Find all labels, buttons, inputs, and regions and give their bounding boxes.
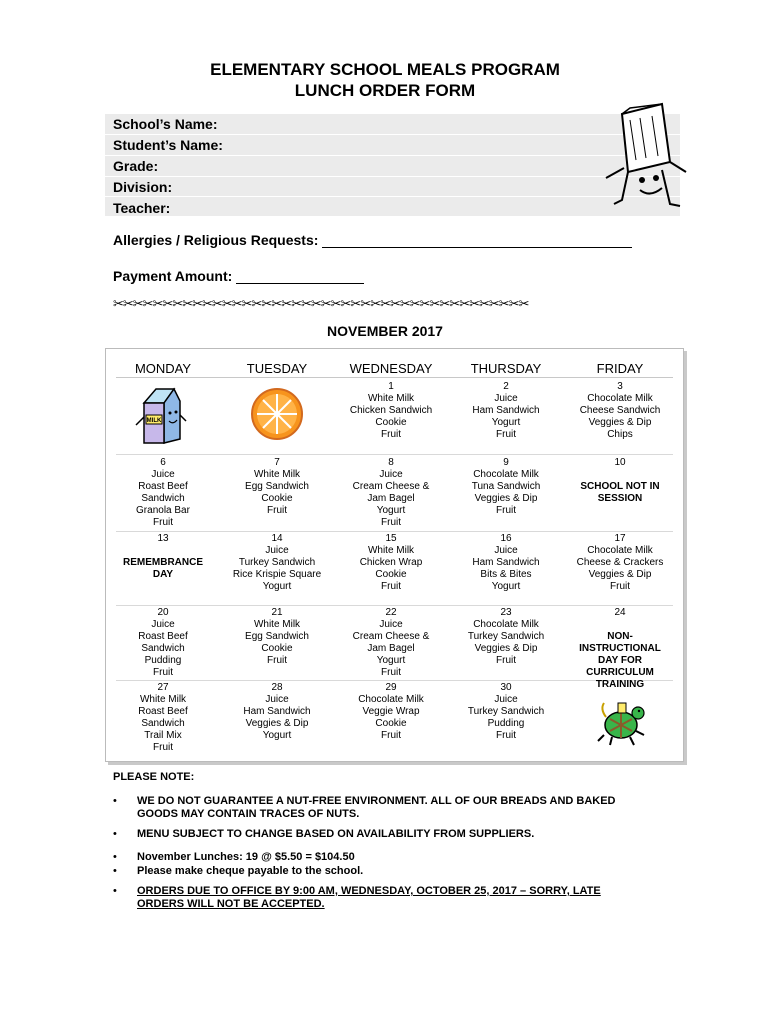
bullet-icon: • bbox=[113, 851, 117, 863]
menu-item: Yogurt bbox=[262, 581, 292, 592]
menu-item: Juice bbox=[379, 619, 403, 630]
menu-item: Ham Sandwich bbox=[472, 405, 540, 416]
spacer bbox=[106, 545, 220, 557]
menu-item: Egg Sandwich bbox=[245, 481, 309, 492]
note-menu-change: MENU SUBJECT TO CHANGE BASED ON AVAILABILITY FROM SUPPLIERS. bbox=[137, 828, 535, 840]
menu-item: Yogurt bbox=[491, 417, 521, 428]
divider bbox=[105, 155, 680, 156]
menu-item: Cookie bbox=[261, 643, 293, 654]
menu-item: Juice bbox=[494, 545, 518, 556]
day-number: 28 bbox=[271, 682, 283, 693]
note-nut-free: WE DO NOT GUARANTEE A NUT-FREE ENVIRONMENT. ALL OF OUR BREADS AND BAKED GOODS MAY CONTAIN TRACES OF NUTS. bbox=[137, 795, 616, 820]
day-number: 13 bbox=[157, 533, 169, 544]
menu-item: Fruit bbox=[381, 581, 401, 592]
day-notice: TRAINING bbox=[595, 679, 645, 690]
menu-item: Pudding bbox=[487, 718, 525, 729]
note-deadline: ORDERS DUE TO OFFICE BY 9:00 AM, WEDNESDAY, OCTOBER 25, 2017 – SORRY, LATE ORDERS WILL NOT BE ACCEPTED. bbox=[137, 885, 601, 910]
grade-field[interactable]: Grade: bbox=[113, 158, 159, 174]
cut-line: ✂✂✂✂✂✂✂✂✂✂✂✂✂✂✂✂✂✂✂✂✂✂✂✂✂✂✂✂✂✂✂✂✂✂✂✂✂✂✂✂✂✂ bbox=[113, 296, 529, 311]
calendar-day-cell bbox=[449, 682, 563, 742]
day-number: 2 bbox=[503, 381, 509, 392]
day-number: 20 bbox=[157, 607, 169, 618]
calendar-day-cell bbox=[563, 457, 677, 505]
week-divider bbox=[116, 605, 673, 606]
day-notice: DAY FOR bbox=[598, 655, 642, 666]
bullet-icon: • bbox=[113, 795, 117, 807]
menu-item: Fruit bbox=[610, 581, 630, 592]
day-number: 1 bbox=[388, 381, 394, 392]
page-subtitle: LUNCH ORDER FORM bbox=[294, 81, 476, 100]
payment-input-line[interactable] bbox=[236, 269, 364, 284]
menu-item: Cookie bbox=[375, 569, 407, 580]
menu-item: Bits & Bites bbox=[480, 569, 532, 580]
allergies-input-line[interactable] bbox=[322, 233, 632, 248]
menu-item: Turkey Sandwich bbox=[467, 706, 545, 717]
menu-item: Roast Beef bbox=[138, 481, 188, 492]
menu-item: Yogurt bbox=[491, 581, 521, 592]
menu-item: Fruit bbox=[153, 667, 173, 678]
menu-item: Juice bbox=[265, 694, 289, 705]
menu-item: Jam Bagel bbox=[367, 643, 415, 654]
menu-item: Fruit bbox=[381, 517, 401, 528]
menu-item: Veggies & Dip bbox=[588, 417, 652, 428]
menu-item: Ham Sandwich bbox=[243, 706, 311, 717]
menu-item: Granola Bar bbox=[136, 505, 190, 516]
divider bbox=[105, 134, 680, 135]
menu-item: Fruit bbox=[381, 429, 401, 440]
calendar-day-cell bbox=[449, 457, 563, 517]
menu-item: Tuna Sandwich bbox=[471, 481, 541, 492]
menu-item: Yogurt bbox=[376, 655, 406, 666]
week-divider bbox=[116, 454, 673, 455]
allergies-label: Allergies / Religious Requests: bbox=[113, 232, 319, 248]
bullet-icon: • bbox=[113, 885, 117, 897]
menu-item: White Milk bbox=[139, 694, 187, 705]
orange-slice-icon bbox=[249, 386, 305, 442]
menu-item: Veggies & Dip bbox=[245, 718, 309, 729]
month-title: NOVEMBER 2017 bbox=[327, 323, 443, 339]
menu-item: Veggies & Dip bbox=[474, 493, 538, 504]
page-title: ELEMENTARY SCHOOL MEALS PROGRAM bbox=[210, 60, 560, 79]
day-header-tuesday: TUESDAY bbox=[246, 361, 308, 376]
day-number: 9 bbox=[503, 457, 509, 468]
menu-item: Fruit bbox=[153, 742, 173, 753]
day-number: 22 bbox=[385, 607, 397, 618]
menu-item: Cream Cheese & bbox=[352, 481, 430, 492]
spacer bbox=[563, 619, 677, 631]
day-header-wednesday: WEDNESDAY bbox=[349, 361, 433, 376]
menu-item: Fruit bbox=[381, 730, 401, 741]
school-name-field[interactable]: School’s Name: bbox=[113, 116, 218, 132]
payment-field[interactable] bbox=[113, 268, 364, 284]
calendar-day-cell bbox=[334, 607, 448, 679]
menu-item: White Milk bbox=[367, 545, 415, 556]
calendar-day-cell bbox=[334, 457, 448, 529]
calendar-day-cell bbox=[106, 607, 220, 679]
day-number: 10 bbox=[614, 457, 626, 468]
day-notice: CURRICULUM bbox=[586, 667, 654, 678]
menu-item: Veggie Wrap bbox=[362, 706, 420, 717]
calendar-day-cell bbox=[106, 682, 220, 754]
day-header-monday: MONDAY bbox=[134, 361, 192, 376]
menu-item: Juice bbox=[151, 619, 175, 630]
menu-item: Juice bbox=[265, 545, 289, 556]
menu-item: Fruit bbox=[496, 655, 516, 666]
menu-item: Fruit bbox=[381, 667, 401, 678]
menu-item: Juice bbox=[379, 469, 403, 480]
calendar-day-cell bbox=[106, 457, 220, 529]
menu-item: Juice bbox=[151, 469, 175, 480]
allergies-field[interactable] bbox=[113, 232, 632, 248]
menu-item: Chocolate Milk bbox=[358, 694, 424, 705]
menu-item: Chocolate Milk bbox=[587, 393, 653, 404]
menu-item: Rice Krispie Square bbox=[232, 569, 322, 580]
calendar-day-cell bbox=[563, 381, 677, 441]
day-number: 17 bbox=[614, 533, 626, 544]
menu-item: Cookie bbox=[261, 493, 293, 504]
day-number: 30 bbox=[500, 682, 512, 693]
menu-item: Chicken Wrap bbox=[359, 557, 423, 568]
menu-item: Chicken Sandwich bbox=[349, 405, 433, 416]
menu-item: Sandwich bbox=[141, 718, 185, 729]
day-notice: INSTRUCTIONAL bbox=[579, 643, 661, 654]
note-cheque: Please make cheque payable to the school. bbox=[137, 865, 364, 877]
menu-item: White Milk bbox=[253, 619, 301, 630]
menu-item: Chocolate Milk bbox=[473, 619, 539, 630]
day-number: 3 bbox=[617, 381, 623, 392]
calendar-day-cell bbox=[220, 457, 334, 517]
menu-item: Chips bbox=[607, 429, 633, 440]
menu-item: Ham Sandwich bbox=[472, 557, 540, 568]
divider bbox=[105, 196, 680, 197]
menu-item: Fruit bbox=[267, 505, 287, 516]
menu-item: Fruit bbox=[267, 655, 287, 666]
payment-label: Payment Amount: bbox=[113, 268, 233, 284]
day-notice: REMEMBRANCE bbox=[123, 557, 203, 568]
day-number: 8 bbox=[388, 457, 394, 468]
calendar-day-cell bbox=[220, 607, 334, 667]
day-notice: SESSION bbox=[597, 493, 643, 504]
day-number: 27 bbox=[157, 682, 169, 693]
menu-item: Cheese & Crackers bbox=[576, 557, 664, 568]
menu-item: White Milk bbox=[367, 393, 415, 404]
student-name-field[interactable]: Student’s Name: bbox=[113, 137, 223, 153]
menu-item: Yogurt bbox=[376, 505, 406, 516]
day-number: 7 bbox=[274, 457, 280, 468]
day-number: 29 bbox=[385, 682, 397, 693]
calendar-day-cell bbox=[334, 682, 448, 742]
calendar-day-cell bbox=[563, 533, 677, 593]
day-header-friday: FRIDAY bbox=[596, 361, 644, 376]
turtle-icon bbox=[594, 695, 648, 749]
calendar-day-cell bbox=[220, 533, 334, 593]
day-number: 16 bbox=[500, 533, 512, 544]
calendar-day-cell bbox=[449, 381, 563, 441]
menu-item: White Milk bbox=[253, 469, 301, 480]
menu-item: Roast Beef bbox=[138, 706, 188, 717]
day-number: 15 bbox=[385, 533, 397, 544]
menu-item: Yogurt bbox=[262, 730, 292, 741]
calendar-day-cell bbox=[334, 381, 448, 441]
note-lunch-cost: November Lunches: 19 @ $5.50 = $104.50 bbox=[137, 851, 355, 863]
menu-item: Chocolate Milk bbox=[587, 545, 653, 556]
lunch-bag-icon bbox=[600, 100, 695, 220]
menu-item: Cheese Sandwich bbox=[579, 405, 661, 416]
bullet-icon: • bbox=[113, 828, 117, 840]
menu-item: Egg Sandwich bbox=[245, 631, 309, 642]
menu-item: Chocolate Milk bbox=[473, 469, 539, 480]
calendar-day-cell bbox=[220, 682, 334, 742]
menu-item: Pudding bbox=[144, 655, 182, 666]
menu-item: Veggies & Dip bbox=[474, 643, 538, 654]
menu-item: Cookie bbox=[375, 718, 407, 729]
division-field[interactable]: Division: bbox=[113, 179, 173, 195]
menu-item: Turkey Sandwich bbox=[467, 631, 545, 642]
menu-item: Cream Cheese & bbox=[352, 631, 430, 642]
menu-item: Sandwich bbox=[141, 493, 185, 504]
notes-heading: PLEASE NOTE: bbox=[113, 771, 195, 783]
menu-item: Juice bbox=[494, 694, 518, 705]
day-number: 14 bbox=[271, 533, 283, 544]
menu-item: Veggies & Dip bbox=[588, 569, 652, 580]
menu-item: Fruit bbox=[496, 429, 516, 440]
calendar-day-cell bbox=[334, 533, 448, 593]
teacher-field[interactable]: Teacher: bbox=[113, 200, 171, 216]
bullet-icon: • bbox=[113, 865, 117, 877]
milk-label: MILK bbox=[146, 418, 162, 424]
lunch-calendar bbox=[105, 348, 684, 762]
calendar-day-cell bbox=[563, 607, 677, 691]
milk-carton-icon bbox=[134, 385, 190, 447]
day-header-thursday: THURSDAY bbox=[470, 361, 542, 376]
divider bbox=[105, 176, 680, 177]
day-notice: DAY bbox=[152, 569, 174, 580]
day-number: 6 bbox=[160, 457, 166, 468]
menu-item: Turkey Sandwich bbox=[238, 557, 316, 568]
header-divider bbox=[116, 377, 673, 378]
menu-item: Fruit bbox=[153, 517, 173, 528]
spacer bbox=[563, 469, 677, 481]
menu-item: Roast Beef bbox=[138, 631, 188, 642]
menu-item: Juice bbox=[494, 393, 518, 404]
day-number: 24 bbox=[614, 607, 626, 618]
calendar-day-cell bbox=[449, 533, 563, 593]
menu-item: Jam Bagel bbox=[367, 493, 415, 504]
day-number: 23 bbox=[500, 607, 512, 618]
week-divider bbox=[116, 531, 673, 532]
calendar-day-cell bbox=[449, 607, 563, 667]
menu-item: Fruit bbox=[496, 505, 516, 516]
calendar-day-cell bbox=[106, 533, 220, 581]
menu-item: Cookie bbox=[375, 417, 407, 428]
menu-item: Trail Mix bbox=[144, 730, 182, 741]
day-number: 21 bbox=[271, 607, 283, 618]
day-notice: SCHOOL NOT IN bbox=[580, 481, 660, 492]
menu-item: Sandwich bbox=[141, 643, 185, 654]
day-notice: NON- bbox=[607, 631, 633, 642]
menu-item: Fruit bbox=[496, 730, 516, 741]
